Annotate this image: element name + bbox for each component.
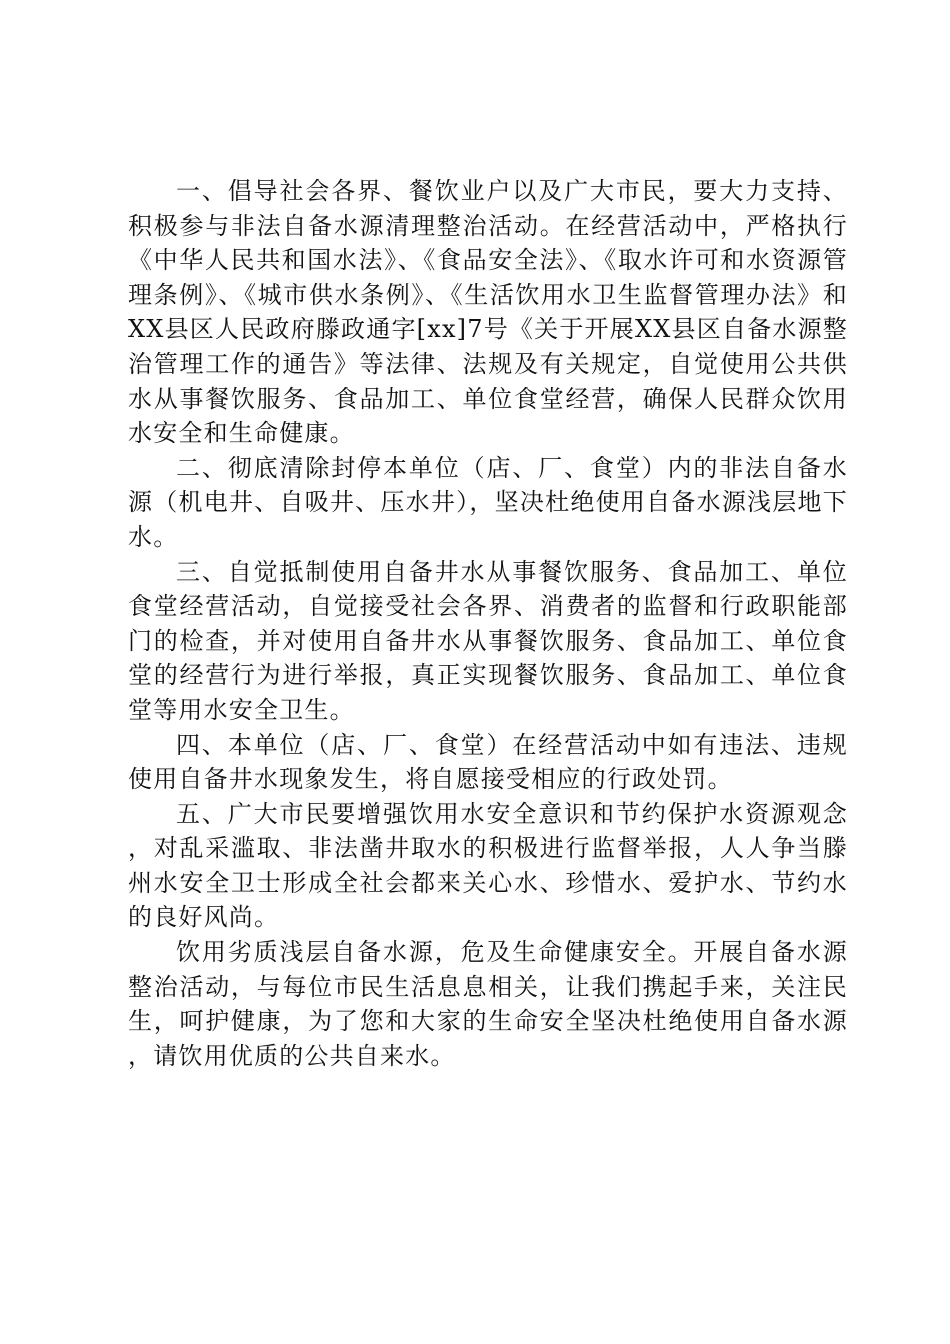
paragraph-4: 四、本单位（店、厂、食堂）在经营活动中如有违法、违规使用自备井水现象发生，将自愿接受相应的行政处罚。 (128, 730, 848, 794)
paragraph-6: 饮用劣质浅层自备水源，危及生命健康安全。开展自备水源整治活动，与每位市民生活息息相关，让我们携起手来，关注民生，呵护健康，为了您和大家的生命安全坚决杜绝使用自备水源，请饮用优质的公共自来水。 (128, 938, 848, 1070)
document-body (128, 174, 848, 1073)
paragraph-1: 一、倡导社会各界、餐饮业户以及广大市民，要大力支持、积极参与非法自备水源清理整治活动。在经营活动中，严格执行《中华人民共和国水法》、《食品安全法》、《取水许可和水资源管理条例》、《城市供水条例》、《生活饮用水卫生监督管理办法》和XX县区人民政府滕政通字[xx]7号《关于开展XX县区自备水源整治管理工作的通告》等法律、法规及有关规定，自觉使用公共供水从事餐饮服务、食品加工、单位食堂经营，确保人民群众饮用水安全和生命健康。 (128, 177, 848, 448)
paragraph-3: 三、自觉抵制使用自备井水从事餐饮服务、食品加工、单位食堂经营活动，自觉接受社会各界、消费者的监督和行政职能部门的检查，并对使用自备井水从事餐饮服务、食品加工、单位食堂的经营行为进行举报，真正实现餐饮服务、食品加工、单位食堂等用水安全卫生。 (128, 557, 848, 724)
paragraph-5: 五、广大市民要增强饮用水安全意识和节约保护水资源观念，对乱采滥取、非法凿井取水的积极进行监督举报，人人争当滕州水安全卫士形成全社会都来关心水、珍惜水、爱护水、节约水的良好风尚。 (128, 799, 848, 932)
paragraph-2: 二、彻底清除封停本单位（店、厂、食堂）内的非法自备水源（机电井、自吸井、压水井），坚决杜绝使用自备水源浅层地下水。 (128, 453, 848, 551)
